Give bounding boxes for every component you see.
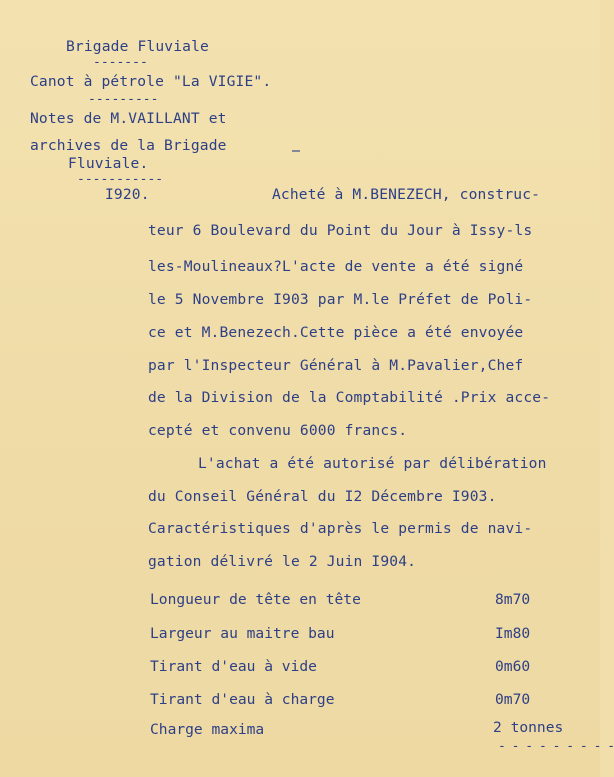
para1-line-3: les-Moulineaux?L'acte de vente a été signé bbox=[148, 258, 524, 275]
source-line-3: Fluviale. bbox=[68, 155, 149, 172]
spec-value-length: 8m70 bbox=[495, 591, 531, 608]
spec-label-max-load: Charge maxima bbox=[150, 721, 265, 738]
header-rule-1: ------- bbox=[93, 55, 148, 70]
para1-line-4: le 5 Novembre I903 par M.le Préfet de Poli- bbox=[148, 291, 533, 308]
spec-value-draft-loaded: 0m70 bbox=[495, 691, 531, 708]
spec-value-beam: Im80 bbox=[495, 625, 531, 642]
para1-line-5: ce et M.Benezech.Cette pièce a été envoyée bbox=[148, 324, 524, 341]
spec-label-beam: Largeur au maitre bau bbox=[150, 625, 335, 642]
para1-line-1: Acheté à M.BENEZECH, construc- bbox=[272, 186, 541, 203]
para2-line-1: L'achat a été autorisé par délibération bbox=[198, 455, 547, 472]
source-line-1: Notes de M.VAILLANT et bbox=[30, 110, 227, 127]
para1-line-8: cepté et convenu 6000 francs. bbox=[148, 422, 408, 439]
header-rule-3: ----------- bbox=[77, 172, 164, 187]
para2-line-2: du Conseil Général du I2 Décembre I903. bbox=[148, 488, 497, 505]
margin-mark bbox=[292, 150, 300, 152]
spec-label-length: Longueur de tête en tête bbox=[150, 591, 361, 608]
para1-line-7: de la Division de la Comptabilité .Prix acce- bbox=[148, 389, 551, 406]
para1-line-2: teur 6 Boulevard du Point du Jour à Issy-ls bbox=[148, 222, 533, 239]
para2-line-4: gation délivré le 2 Juin I904. bbox=[148, 553, 417, 570]
footer-rule: - - - - - - - - - bbox=[498, 739, 614, 754]
source-line-2: archives de la Brigade bbox=[30, 137, 227, 154]
spec-label-draft-empty: Tirant d'eau à vide bbox=[150, 658, 317, 675]
header-title: Brigade Fluviale bbox=[66, 38, 209, 55]
spec-value-draft-empty: 0m60 bbox=[495, 658, 531, 675]
para1-line-6: par l'Inspecteur Général à M.Pavalier,Chef bbox=[148, 357, 524, 374]
spec-value-max-load: 2 tonnes bbox=[493, 719, 564, 736]
header-rule-2: --------- bbox=[88, 92, 159, 107]
para2-line-3: Caractéristiques d'après le permis de navi- bbox=[148, 520, 533, 537]
year-label: I920. bbox=[105, 186, 150, 203]
spec-label-draft-loaded: Tirant d'eau à charge bbox=[150, 691, 335, 708]
boat-title: Canot à pétrole "La VIGIE". bbox=[30, 73, 272, 90]
